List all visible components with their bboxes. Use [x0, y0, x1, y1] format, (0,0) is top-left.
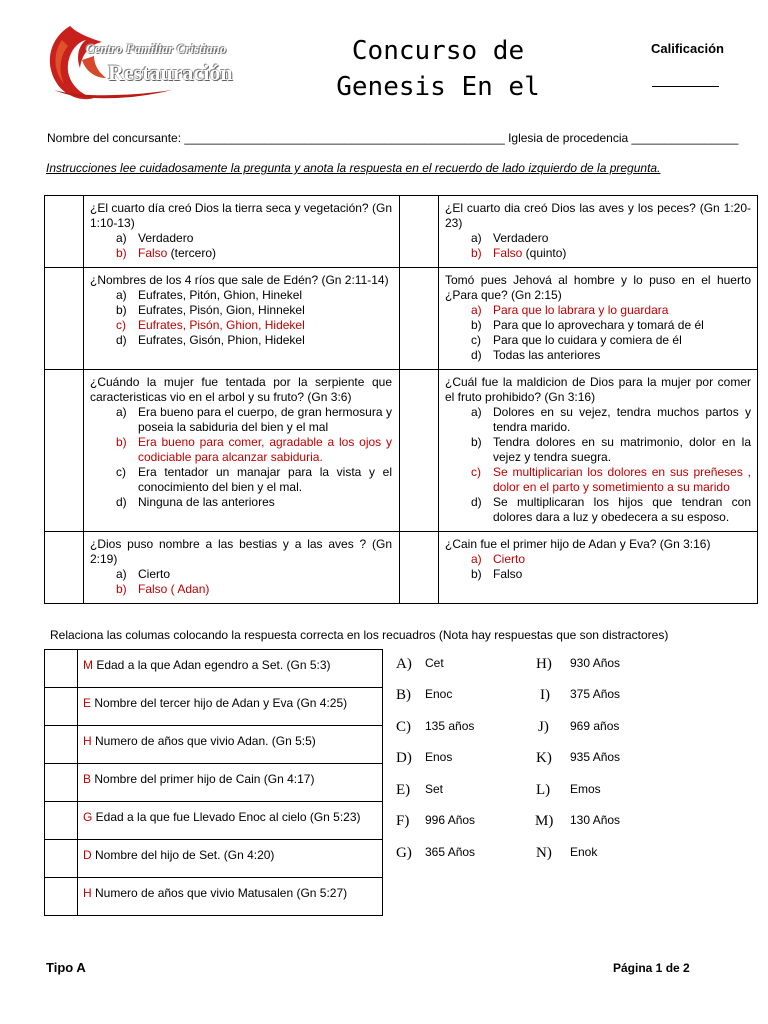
- option: [445, 318, 751, 333]
- title-line-1: Concurso de: [351, 36, 525, 66]
- answer-letter: D): [396, 750, 412, 766]
- option-text-wrap: [138, 405, 392, 435]
- option-label: d): [116, 333, 127, 347]
- match-row: [45, 802, 383, 840]
- answer-letter: H): [536, 656, 552, 672]
- option-text-wrap: [138, 495, 392, 510]
- page-title: [328, 33, 548, 105]
- option: [445, 465, 751, 495]
- option-text-wrap: [138, 231, 392, 246]
- match-answer: H: [83, 885, 92, 900]
- answer-text: Enos: [425, 750, 453, 764]
- option: [90, 465, 392, 495]
- question-cell: [84, 196, 400, 268]
- option-text-wrap: [493, 495, 751, 525]
- matching-table: [44, 649, 383, 916]
- option-note: (quinto): [522, 246, 567, 260]
- question-cell: [439, 196, 758, 268]
- option-text-wrap: [138, 333, 392, 348]
- option-text-wrap: [493, 567, 751, 582]
- answer-letter: F): [396, 813, 410, 829]
- option-label: a): [471, 231, 482, 245]
- question-text: Tomó pues Jehová al hombre y lo puso en el huerto ¿Para que? (Gn 2:15): [445, 273, 751, 302]
- match-text: Edad a la que Adan egendro a Set. (Gn 5:3): [93, 657, 331, 672]
- option: [90, 303, 392, 318]
- option-text: Verdadero: [138, 231, 194, 245]
- match-box[interactable]: [45, 840, 78, 878]
- answer-box[interactable]: [45, 370, 84, 532]
- option-text-wrap: [493, 552, 751, 567]
- match-text: Edad a la que fue Llevado Enoc al cielo (Gn 5:23): [92, 809, 361, 824]
- question-text: ¿Cuál fue la maldicion de Dios para la mujer por comer el fruto prohibido? (Gn 3:16): [445, 375, 751, 404]
- option-label: d): [471, 348, 482, 362]
- option: [445, 567, 751, 582]
- match-row: [45, 650, 383, 688]
- option-text: Tendra dolores en su matrimonio, dolor en la vejez y tendra suegra.: [493, 435, 751, 464]
- option-label: a): [471, 405, 482, 419]
- question-text: ¿Nombres de los 4 ríos que sale de Edén? (Gn 2:11-14): [90, 273, 389, 287]
- match-text: Numero de años que vivio Adan. (Gn 5:5): [91, 733, 316, 748]
- option-label: c): [116, 465, 126, 479]
- option-text: Para que lo aprovechara y tomará de él: [493, 318, 704, 332]
- match-cell: [78, 764, 383, 802]
- option: [90, 318, 392, 333]
- match-answer: H: [83, 733, 92, 748]
- option-text-wrap: [493, 333, 751, 348]
- match-cell: [78, 726, 383, 764]
- test-type: Tipo A: [46, 960, 86, 975]
- option-label: c): [471, 333, 481, 347]
- option-text-wrap: [493, 246, 751, 261]
- option-text-wrap: [138, 435, 392, 465]
- question-cell: [439, 370, 758, 532]
- option: [90, 333, 392, 348]
- option: [90, 231, 392, 246]
- option-text-wrap: [138, 288, 392, 303]
- match-row: [45, 726, 383, 764]
- answer-box[interactable]: [400, 196, 439, 268]
- answer-text: 135 años: [425, 719, 475, 733]
- option-label: b): [116, 303, 127, 317]
- option-label: a): [116, 288, 127, 302]
- option-text: Falso ( Adan): [138, 582, 210, 596]
- match-answer: B: [83, 771, 92, 786]
- option: [90, 288, 392, 303]
- answer-text: Enok: [570, 845, 598, 859]
- option-label: b): [471, 318, 482, 332]
- option-text: Falso: [493, 567, 523, 581]
- option-text: Cierto: [138, 567, 171, 581]
- title-line-2: Genesis En el: [336, 72, 540, 102]
- match-answer: M: [83, 657, 93, 672]
- option-text: Para que lo labrara y lo guardara: [493, 303, 669, 317]
- match-box[interactable]: [45, 764, 78, 802]
- logo: [42, 20, 257, 104]
- question-text: ¿El cuarto dia creó Dios las aves y los peces? (Gn 1:20-23): [445, 201, 751, 230]
- option: [445, 348, 751, 363]
- match-text: Nombre del primer hijo de Cain (Gn 4:17): [91, 771, 315, 786]
- option: [445, 552, 751, 567]
- match-cell: [78, 650, 383, 688]
- option-label: b): [116, 582, 127, 596]
- match-instructions: Relaciona las columas colocando la respuesta correcta en los recuadros (Nota hay respuestas que son distractores): [50, 628, 669, 642]
- match-box[interactable]: [45, 650, 78, 688]
- answer-letter: J): [538, 719, 549, 735]
- option-text: Era bueno para comer, agradable a los ojos y codiciable para alcanzar sabiduria.: [138, 435, 392, 464]
- answer-text: Enoc: [425, 687, 453, 701]
- option-label: a): [116, 231, 127, 245]
- question-text: ¿El cuarto día creó Dios la tierra seca y vegetación? (Gn 1:10-13): [90, 201, 392, 230]
- option-text-wrap: [493, 435, 751, 465]
- option-label: c): [116, 318, 126, 332]
- match-text: Nombre del tercer hijo de Adan y Eva (Gn 4:25): [91, 695, 348, 710]
- option-text: Verdadero: [493, 231, 549, 245]
- answer-box[interactable]: [400, 370, 439, 532]
- match-answer: E: [83, 695, 92, 710]
- option-text-wrap: [493, 405, 751, 435]
- option-text: Era bueno para el cuerpo, de gran hermosura y poseia la sabiduria del bien y el mal: [138, 405, 392, 434]
- option-label: b): [471, 567, 482, 581]
- match-row: [45, 688, 383, 726]
- answer-letter: N): [536, 845, 552, 861]
- answer-text: 365 Años: [425, 845, 476, 859]
- questions-table: [44, 195, 758, 604]
- answer-box[interactable]: [45, 268, 84, 370]
- match-cell: [78, 840, 383, 878]
- option-text-wrap: [493, 303, 751, 318]
- answer-letter: G): [396, 845, 412, 861]
- answer-letter: C): [396, 719, 411, 735]
- name-line: Nombre del concursante: ________________________________________________ Iglesia de procedencia ________________: [47, 131, 739, 145]
- option-text-wrap: [138, 303, 392, 318]
- match-box[interactable]: [45, 688, 78, 726]
- match-row: [45, 840, 383, 878]
- match-cell: [78, 688, 383, 726]
- option-text: Ninguna de las anteriores: [138, 495, 275, 509]
- question-row: [45, 370, 758, 532]
- match-cell: [78, 802, 383, 840]
- question-text: ¿Dios puso nombre a las bestias y a las aves ? (Gn 2:19): [90, 537, 392, 566]
- option: [445, 231, 751, 246]
- match-row: [45, 764, 383, 802]
- option-text-wrap: [138, 582, 392, 597]
- option-label: d): [471, 495, 482, 509]
- match-text: Nombre del hijo de Set. (Gn 4:20): [91, 847, 275, 862]
- option-text: Se multiplicarian los dolores en sus preñeses , dolor en el parto y sometimiento a su marido: [493, 465, 751, 494]
- question-cell: [84, 370, 400, 532]
- match-box[interactable]: [45, 802, 78, 840]
- match-cell: [78, 878, 383, 916]
- option-text-wrap: [493, 465, 751, 495]
- answer-letter: E): [396, 782, 411, 798]
- question-cell: [84, 268, 400, 370]
- option-text-wrap: [138, 567, 392, 582]
- option-label: a): [116, 405, 127, 419]
- option-text-wrap: [138, 246, 392, 261]
- answer-letter: B): [396, 687, 411, 703]
- option-label: a): [471, 552, 482, 566]
- option: [90, 567, 392, 582]
- answer-text: 375 Años: [570, 687, 621, 701]
- answer-text: 930 Años: [570, 656, 621, 670]
- question-row: [45, 196, 758, 268]
- answer-letter: M): [535, 813, 554, 829]
- option-text: Dolores en su vejez, tendra muchos partos y tendra marido.: [493, 405, 751, 434]
- option-text: Se multiplicaran los hijos que tendran con dolores dara a luz y obedecera a su esposo.: [493, 495, 751, 524]
- page-number: Página 1 de 2: [613, 961, 690, 975]
- option-text-wrap: [138, 465, 392, 495]
- option-text: Eufrates, Pisón, Ghion, Hidekel: [138, 318, 305, 332]
- option-text: Falso: [493, 246, 523, 260]
- option-text-wrap: [138, 318, 392, 333]
- option-label: a): [471, 303, 482, 317]
- option: [445, 333, 751, 348]
- instructions: Instrucciones lee cuidadosamente la pregunta y anota la respuesta en el recuerdo de lado izquierdo de la pregunta.: [46, 161, 661, 175]
- answer-box[interactable]: [400, 268, 439, 370]
- answer-text: Cet: [425, 656, 444, 670]
- match-answer: G: [83, 809, 93, 824]
- answer-letter: A): [396, 656, 412, 672]
- option-note: (tercero): [167, 246, 217, 260]
- answer-text: 996 Años: [425, 813, 476, 827]
- answer-box[interactable]: [45, 532, 84, 604]
- option-text-wrap: [493, 348, 751, 363]
- option: [90, 495, 392, 510]
- match-box[interactable]: [45, 878, 78, 916]
- option-label: b): [471, 246, 482, 260]
- option-text: Eufrates, Pitón, Ghion, Hinekel: [138, 288, 303, 302]
- question-row: [45, 268, 758, 370]
- question-row: [45, 532, 758, 604]
- option-label: b): [116, 246, 127, 260]
- option-text: Todas las anteriores: [493, 348, 601, 362]
- match-answer: D: [83, 847, 92, 862]
- option-text: Falso: [138, 246, 168, 260]
- answer-text: 935 Años: [570, 750, 621, 764]
- answer-letter: I): [540, 687, 550, 703]
- option: [445, 246, 751, 261]
- option-label: c): [471, 465, 481, 479]
- option: [445, 495, 751, 525]
- grade-line: [652, 86, 719, 87]
- answer-letter: L): [536, 782, 551, 798]
- option-text: Eufrates, Gisón, Phion, Hidekel: [138, 333, 305, 347]
- option: [90, 246, 392, 261]
- option: [445, 405, 751, 435]
- answer-text: 969 años: [570, 719, 620, 733]
- option-text-wrap: [493, 231, 751, 246]
- option: [445, 435, 751, 465]
- answer-letter: K): [536, 750, 552, 766]
- option: [90, 405, 392, 435]
- option-text: Eufrates, Pisón, Gion, Hinnekel: [138, 303, 305, 317]
- question-cell: [439, 268, 758, 370]
- answer-text: Emos: [570, 782, 601, 796]
- option: [445, 303, 751, 318]
- logo-line-2: Restauración: [108, 60, 233, 85]
- grade-label: Calificación: [651, 41, 724, 56]
- question-cell: [439, 532, 758, 604]
- option: [90, 582, 392, 597]
- option-label: b): [116, 435, 127, 449]
- option: [90, 435, 392, 465]
- answer-text: 130 Años: [570, 813, 621, 827]
- option-text-wrap: [493, 318, 751, 333]
- answer-box[interactable]: [45, 196, 84, 268]
- match-text: Numero de años que vivio Matusalen (Gn 5:27): [91, 885, 348, 900]
- question-text: ¿Cuándo la mujer fue tentada por la serpiente que caracteristicas vio en el arbol y su fruto? (Gn 3:6): [90, 375, 392, 404]
- option-text: Para que lo cuidara y comiera de él: [493, 333, 682, 347]
- option-label: d): [116, 495, 127, 509]
- option-label: b): [471, 435, 482, 449]
- option-text: Era tentador un manajar para la vista y el conocimiento del bien y el mal.: [138, 465, 392, 494]
- option-text: Cierto: [493, 552, 526, 566]
- logo-line-1: Centro Familiar Cristiano: [86, 42, 227, 56]
- question-text: ¿Cain fue el primer hijo de Adan y Eva? (Gn 3:16): [445, 537, 711, 551]
- question-cell: [84, 532, 400, 604]
- option-label: a): [116, 567, 127, 581]
- answer-box[interactable]: [400, 532, 439, 604]
- answer-text: Set: [425, 782, 444, 796]
- match-row: [45, 878, 383, 916]
- match-box[interactable]: [45, 726, 78, 764]
